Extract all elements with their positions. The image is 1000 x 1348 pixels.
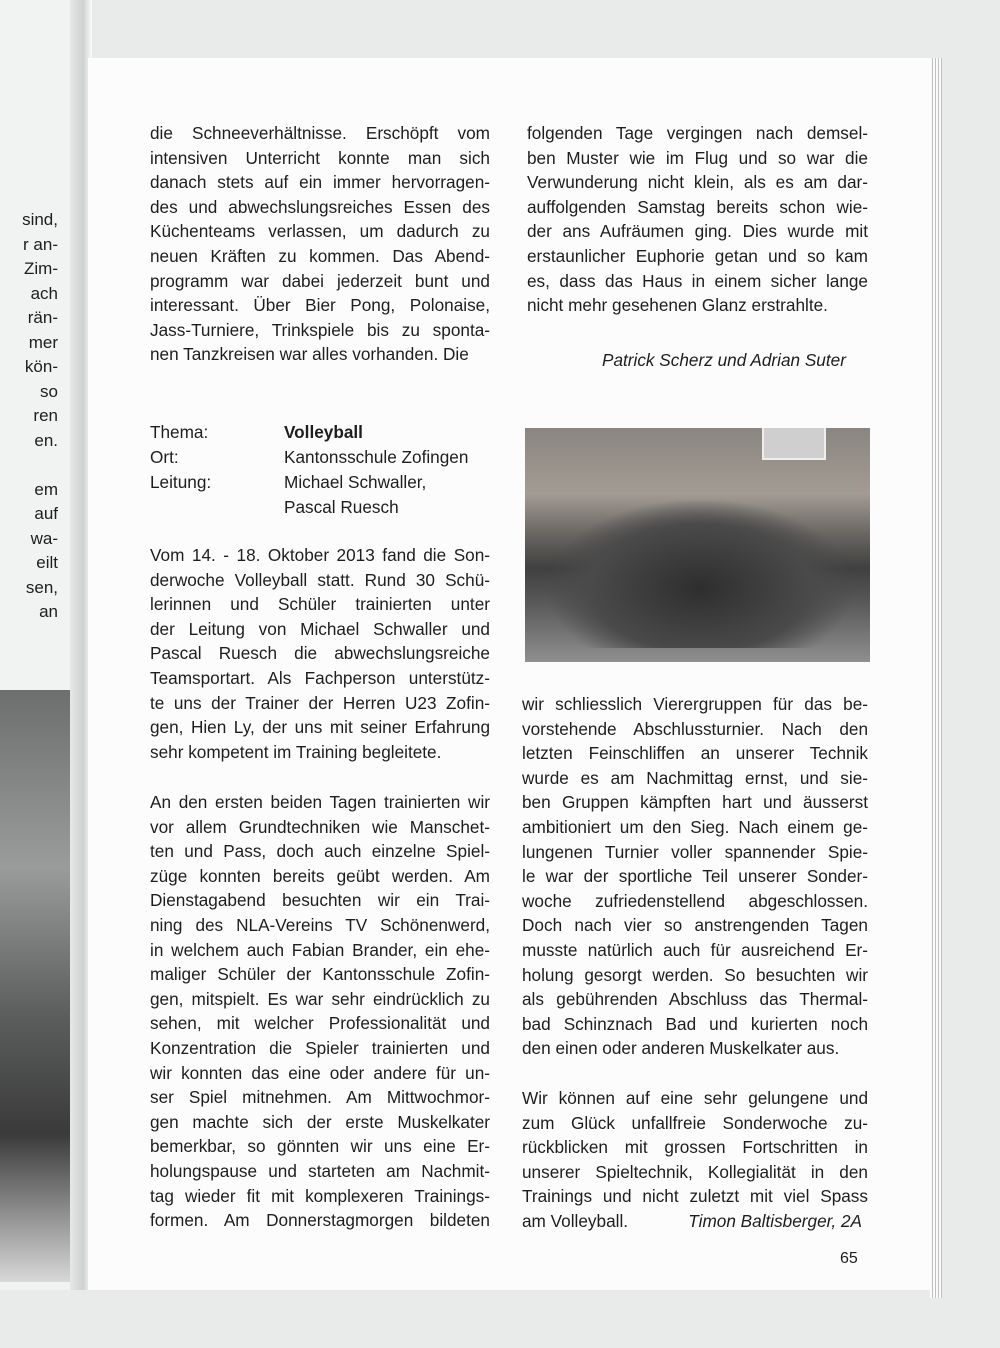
- article-meta: [150, 420, 468, 520]
- text-line: ten und Pass, doch auch einzelne Spiel-: [150, 841, 490, 862]
- text-line: züge konnten bereits geübt werden. Am: [150, 865, 490, 886]
- text-line: mer: [28, 332, 58, 352]
- text-line: der ans Aufräumen ging. Dies wurde mit: [527, 221, 868, 242]
- text-line: an: [39, 602, 58, 621]
- text-line: bemerkbar, so gönnten wir uns eine Er-: [150, 1136, 490, 1157]
- text-line: sehen, mit welcher Professionalität und: [150, 1013, 490, 1034]
- closing-line: [522, 1209, 868, 1234]
- page-edges: [930, 58, 942, 1298]
- text-line: lungenen Turnier voller spannender Spie-: [522, 841, 868, 862]
- text-line: bad Schinznach Bad und kurierten noch: [522, 1013, 868, 1034]
- text-line: Küchenteams verlassen, um dadurch zu: [150, 221, 490, 242]
- text-line: woche zufriedenstellend abgeschlossen.: [522, 890, 868, 911]
- text-line: derwoche Volleyball statt. Rund 30 Schü-: [150, 569, 490, 590]
- text-line: [0, 453, 58, 478]
- text-line: als gebührenden Abschluss das Thermal-: [522, 989, 868, 1010]
- text-line: rückblicken mit grossen Fortschritten in: [522, 1137, 868, 1158]
- volleyball-group-photo: [525, 428, 870, 662]
- intro-signature: Patrick Scherz und Adrian Suter: [602, 350, 846, 370]
- intro-column-2: [527, 121, 868, 318]
- text-line: Verwunderung nicht klein, als es am dar-: [527, 172, 868, 193]
- text-line: auffolgenden Samstag bereits schon wie-: [527, 196, 868, 217]
- text-line: te uns der Trainer der Herren U23 Zofin-: [150, 692, 490, 713]
- text-line: des und abwechslungsreiches Essen des: [150, 196, 490, 217]
- text-line: ren: [33, 406, 58, 425]
- intro-column-1: [150, 121, 490, 367]
- text-line: der Leitung von Michael Schwaller und: [150, 618, 490, 639]
- text-line: r an-: [23, 234, 58, 254]
- text-line: sehr kompetent im Training begleitete.: [150, 741, 442, 762]
- text-line: unserer Spieltechnik, Kollegialität in den: [522, 1161, 868, 1182]
- text-line: wir konnten das eine oder andere für un-: [150, 1062, 490, 1083]
- page-number: 65: [840, 1250, 858, 1267]
- text-line: le war der sportliche Teil unserer Sonder-: [522, 866, 868, 887]
- text-line: kön-: [24, 357, 58, 376]
- left-page-text: [0, 208, 58, 625]
- text-line: ning des NLA-Vereins TV Schönenwerd,: [150, 914, 490, 935]
- leitung-value-1: Michael Schwaller,: [284, 472, 427, 492]
- closing-text: am Volleyball.: [522, 1211, 629, 1231]
- text-line: Pascal Ruesch die abwechslungsreiche: [150, 643, 490, 664]
- text-line: ben Muster wie im Flug und so war die: [527, 147, 868, 168]
- paragraph-2: [150, 790, 490, 1233]
- text-line: ben Gruppen kämpften hart und äusserst: [522, 792, 868, 813]
- text-line: gen machte sich der erste Muskelkater: [150, 1111, 490, 1132]
- ort-value: Kantonsschule Zofingen: [284, 447, 469, 467]
- text-line: formen. Am Donnerstagmorgen bildeten: [150, 1210, 490, 1231]
- text-line: Zim-: [24, 259, 58, 278]
- text-line: maliger Schüler der Kantonsschule Zofin-: [150, 964, 490, 985]
- text-line: ambitioniert um den Sieg. Nach einem ge-: [522, 816, 868, 837]
- text-line: in welchem auch Fabian Brander, ein ehe-: [150, 939, 490, 960]
- text-line: nen Tanzkreisen war alles vorhanden. Die: [150, 344, 469, 365]
- text-line: ach: [30, 283, 58, 303]
- text-line: danach stets auf ein immer hervorragen-: [150, 172, 490, 193]
- text-line: sind,: [22, 210, 58, 229]
- paragraph-1: [150, 543, 490, 764]
- text-line: die Schneeverhältnisse. Erschöpft vom: [150, 123, 490, 143]
- text-line: eilt: [36, 553, 58, 572]
- text-line: rän-: [27, 308, 58, 327]
- author-signature: Timon Baltisberger, 2A: [688, 1211, 862, 1231]
- text-line: wurde es am Nachmittag ernst, und sie-: [522, 767, 868, 788]
- text-line: nicht mehr gesehenen Glanz erstrahlte.: [527, 295, 828, 316]
- ort-label: Ort:: [150, 447, 179, 467]
- text-line: en.: [34, 430, 58, 450]
- text-line: musste natürlich auch für ausreichend Er-: [522, 939, 868, 960]
- thema-label: Thema:: [150, 422, 209, 442]
- text-line: letzten Feinschliffen an unserer Technik: [522, 743, 868, 764]
- text-line: es, dass das Haus in einem sicher lange: [527, 270, 868, 291]
- text-line: Dienstagabend besuchten wir ein Trai-: [150, 890, 490, 911]
- paragraph-4: [522, 1086, 868, 1209]
- paragraph-3: [522, 692, 868, 1061]
- text-line: holungspause und starteten am Nachmit-: [150, 1160, 490, 1181]
- thema-value: Volleyball: [284, 422, 363, 442]
- text-line: den einen oder anderen Muskelkater aus.: [522, 1038, 840, 1059]
- text-line: Doch nach vier so anstrengenden Tagen: [522, 915, 868, 936]
- leitung-label: Leitung:: [150, 472, 212, 492]
- text-line: Konzentration die Spieler trainierten und: [150, 1037, 490, 1058]
- text-line: gen, Hien Ly, der uns mit seiner Erfahrung: [150, 717, 490, 738]
- text-line: Vom 14. - 18. Oktober 2013 fand die Son-: [150, 545, 490, 565]
- text-line: lerinnen und Schüler trainierten unter: [150, 594, 490, 615]
- text-line: gen, mitspielt. Es war sehr eindrücklich zu: [150, 988, 490, 1009]
- leitung-value-2: Pascal Ruesch: [284, 497, 399, 517]
- text-line: Jass-Turniere, Trinkspiele bis zu sponta-: [150, 319, 490, 340]
- text-line: wir schliesslich Vierergruppen für das be-: [522, 694, 868, 714]
- text-line: em: [34, 479, 58, 499]
- text-line: erstaunlicher Euphorie getan und so kam: [527, 245, 868, 266]
- text-line: zum Glück unfallfreie Sonderwoche zu-: [522, 1112, 868, 1133]
- text-line: Trainings und nicht zuletzt mit viel Spass: [522, 1186, 868, 1207]
- left-page-photo: [0, 690, 78, 1282]
- text-line: tag wieder fit mit komplexeren Trainings-: [150, 1185, 490, 1206]
- group-of-students: [545, 498, 855, 648]
- text-line: vor allem Grundtechniken wie Manschet-: [150, 816, 490, 837]
- text-line: so: [40, 381, 58, 401]
- text-line: vorstehende Abschlussturnier. Nach den: [522, 718, 868, 739]
- text-line: sen,: [25, 577, 58, 597]
- text-line: Wir können auf eine sehr gelungene und: [522, 1088, 868, 1108]
- text-line: An den ersten beiden Tagen trainierten wir: [150, 792, 490, 812]
- text-line: auf: [34, 504, 58, 523]
- text-line: Teamsportart. Als Fachperson unterstütz-: [150, 667, 490, 688]
- text-line: programm war dabei jederzeit bunt und: [150, 270, 490, 291]
- text-line: interessant. Über Bier Pong, Polonaise,: [150, 295, 490, 316]
- text-line: holung gesorgt werden. So besuchten wir: [522, 964, 868, 985]
- text-line: wa-: [30, 528, 58, 548]
- text-line: intensiven Unterricht konnte man sich: [150, 147, 490, 168]
- text-line: folgenden Tage vergingen nach demsel-: [527, 123, 868, 143]
- text-line: neuen Kräften zu kommen. Das Abend-: [150, 245, 490, 266]
- basketball-hoop: [762, 428, 826, 460]
- text-line: ser Spiel mitnehmen. Am Mittwochmor-: [150, 1087, 490, 1108]
